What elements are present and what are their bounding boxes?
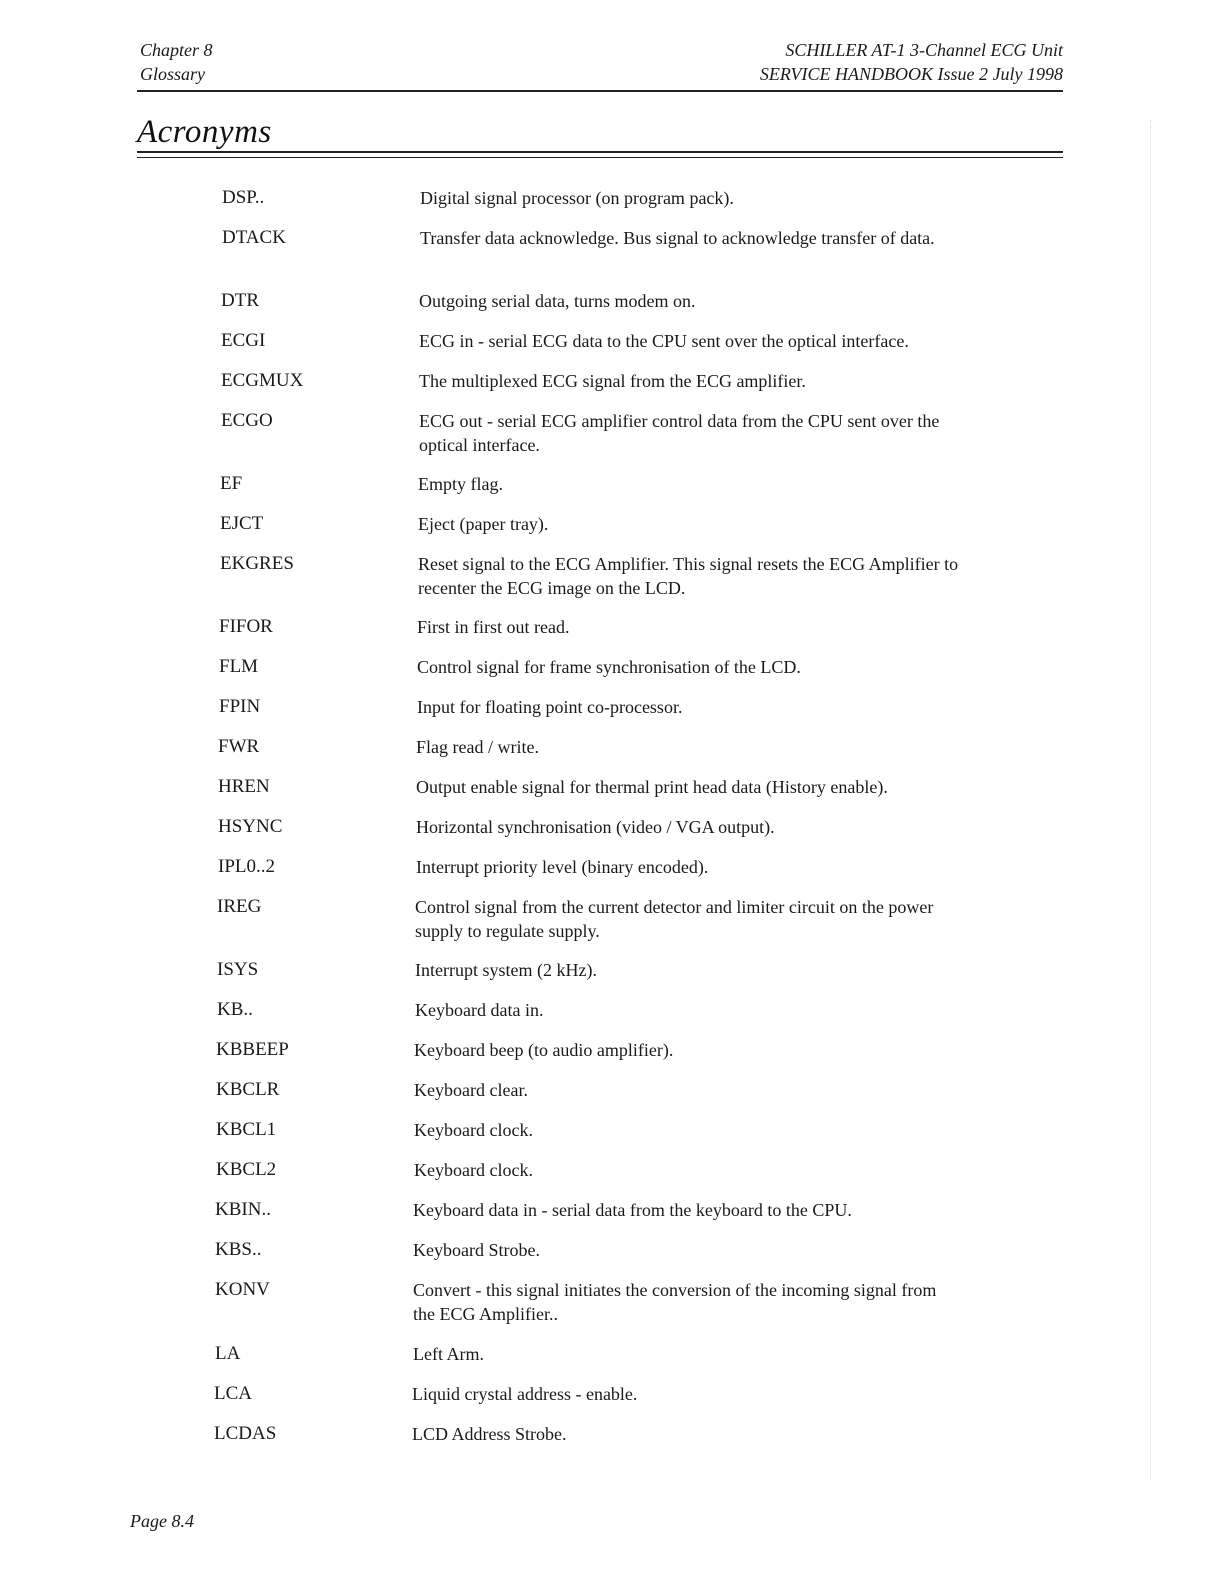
glossary-term: LA xyxy=(215,1343,241,1364)
glossary-term: EKGRES xyxy=(220,553,294,574)
glossary-definition: ECG out - serial ECG amplifier control data from the CPU sent over the optical interface. xyxy=(419,411,940,455)
handbook-label: SERVICE HANDBOOK Issue 2 July 1998 xyxy=(759,64,1063,84)
glossary-term: KONV xyxy=(215,1279,270,1300)
glossary-definition: Interrupt system (2 kHz). xyxy=(415,960,597,980)
title-rule xyxy=(137,151,1063,153)
glossary-term: IPL0..2 xyxy=(218,856,275,877)
product-label: SCHILLER AT-1 3-Channel ECG Unit xyxy=(785,40,1063,60)
running-header-left xyxy=(140,38,213,86)
glossary-definition: Keyboard data in - serial data from the keyboard to the CPU. xyxy=(413,1200,852,1220)
glossary-term: KBIN.. xyxy=(215,1199,271,1220)
glossary-term: FWR xyxy=(218,736,260,757)
glossary-term: DTACK xyxy=(222,227,286,248)
header-rule xyxy=(137,90,1063,92)
glossary-term: KBCL2 xyxy=(216,1159,277,1180)
glossary-term: DTR xyxy=(221,290,259,311)
glossary-definition: Interrupt priority level (binary encoded). xyxy=(416,857,709,877)
glossary-term: KBBEEP xyxy=(216,1039,289,1060)
section-label: Glossary xyxy=(140,64,206,84)
glossary-definition: Output enable signal for thermal print head data (History enable). xyxy=(416,777,888,797)
margin-scan-marks xyxy=(1150,120,1171,1480)
glossary-definition: Keyboard beep (to audio amplifier). xyxy=(414,1040,674,1060)
running-header-right xyxy=(760,38,1063,86)
glossary-definition: Reset signal to the ECG Amplifier. This signal resets the ECG Amplifier to recenter the ECG image on the LCD. xyxy=(418,554,959,598)
glossary-term: LCA xyxy=(214,1383,252,1404)
glossary-definition: Convert - this signal initiates the conversion of the incoming signal from the ECG Amplifier.. xyxy=(413,1280,937,1324)
glossary-definition: Digital signal processor (on program pack). xyxy=(420,188,734,208)
glossary-term: ECGI xyxy=(221,330,266,351)
glossary-definition: Input for floating point co-processor. xyxy=(417,697,683,717)
glossary-definition: Control signal for frame synchronisation of the LCD. xyxy=(417,657,801,677)
glossary-definition: First in first out read. xyxy=(417,617,570,637)
glossary-definition: Flag read / write. xyxy=(416,737,539,757)
glossary-definition: Eject (paper tray). xyxy=(418,514,549,534)
glossary-term: ECGO xyxy=(221,410,273,431)
glossary-definition: Empty flag. xyxy=(418,474,503,494)
glossary-definition: Keyboard data in. xyxy=(415,1000,544,1020)
page-number: Page 8.4 xyxy=(130,1511,194,1531)
glossary-definition: Horizontal synchronisation (video / VGA output). xyxy=(416,817,775,837)
glossary-term: HREN xyxy=(218,776,270,797)
glossary-term: LCDAS xyxy=(214,1423,277,1444)
glossary-definition: Liquid crystal address - enable. xyxy=(412,1384,638,1404)
glossary-definition: Outgoing serial data, turns modem on. xyxy=(419,291,696,311)
page-title: Acronyms xyxy=(137,114,272,150)
glossary-term: KBCL1 xyxy=(216,1119,277,1140)
glossary-term: DSP.. xyxy=(222,187,265,208)
glossary-term: FLM xyxy=(219,656,259,677)
glossary-term: HSYNC xyxy=(218,816,283,837)
glossary-term: IREG xyxy=(217,896,262,917)
glossary-definition: LCD Address Strobe. xyxy=(412,1424,567,1444)
glossary-term: ECGMUX xyxy=(221,370,304,391)
glossary-term: FPIN xyxy=(219,696,261,717)
glossary-term: EF xyxy=(220,473,243,494)
glossary-term: KBS.. xyxy=(215,1239,262,1260)
glossary-term: EJCT xyxy=(220,513,264,534)
glossary-term: FIFOR xyxy=(219,616,273,637)
chapter-label: Chapter 8 xyxy=(140,40,213,60)
glossary-definition: The multiplexed ECG signal from the ECG amplifier. xyxy=(419,371,806,391)
glossary-term: KB.. xyxy=(217,999,253,1020)
glossary-definition: Keyboard clear. xyxy=(414,1080,528,1100)
glossary-definition: Keyboard clock. xyxy=(414,1160,533,1180)
glossary-definition: Transfer data acknowledge. Bus signal to acknowledge transfer of data. xyxy=(420,228,935,248)
glossary-definition: Keyboard Strobe. xyxy=(413,1240,540,1260)
glossary-term: ISYS xyxy=(217,959,259,980)
glossary-definition: Left Arm. xyxy=(413,1344,484,1364)
glossary-term: KBCLR xyxy=(216,1079,280,1100)
glossary-definition: Control signal from the current detector and limiter circuit on the power supply to regulate supply. xyxy=(415,897,934,941)
glossary-definition: ECG in - serial ECG data to the CPU sent over the optical interface. xyxy=(419,331,909,351)
title-rule-thin xyxy=(137,157,1063,158)
glossary-definition: Keyboard clock. xyxy=(414,1120,533,1140)
